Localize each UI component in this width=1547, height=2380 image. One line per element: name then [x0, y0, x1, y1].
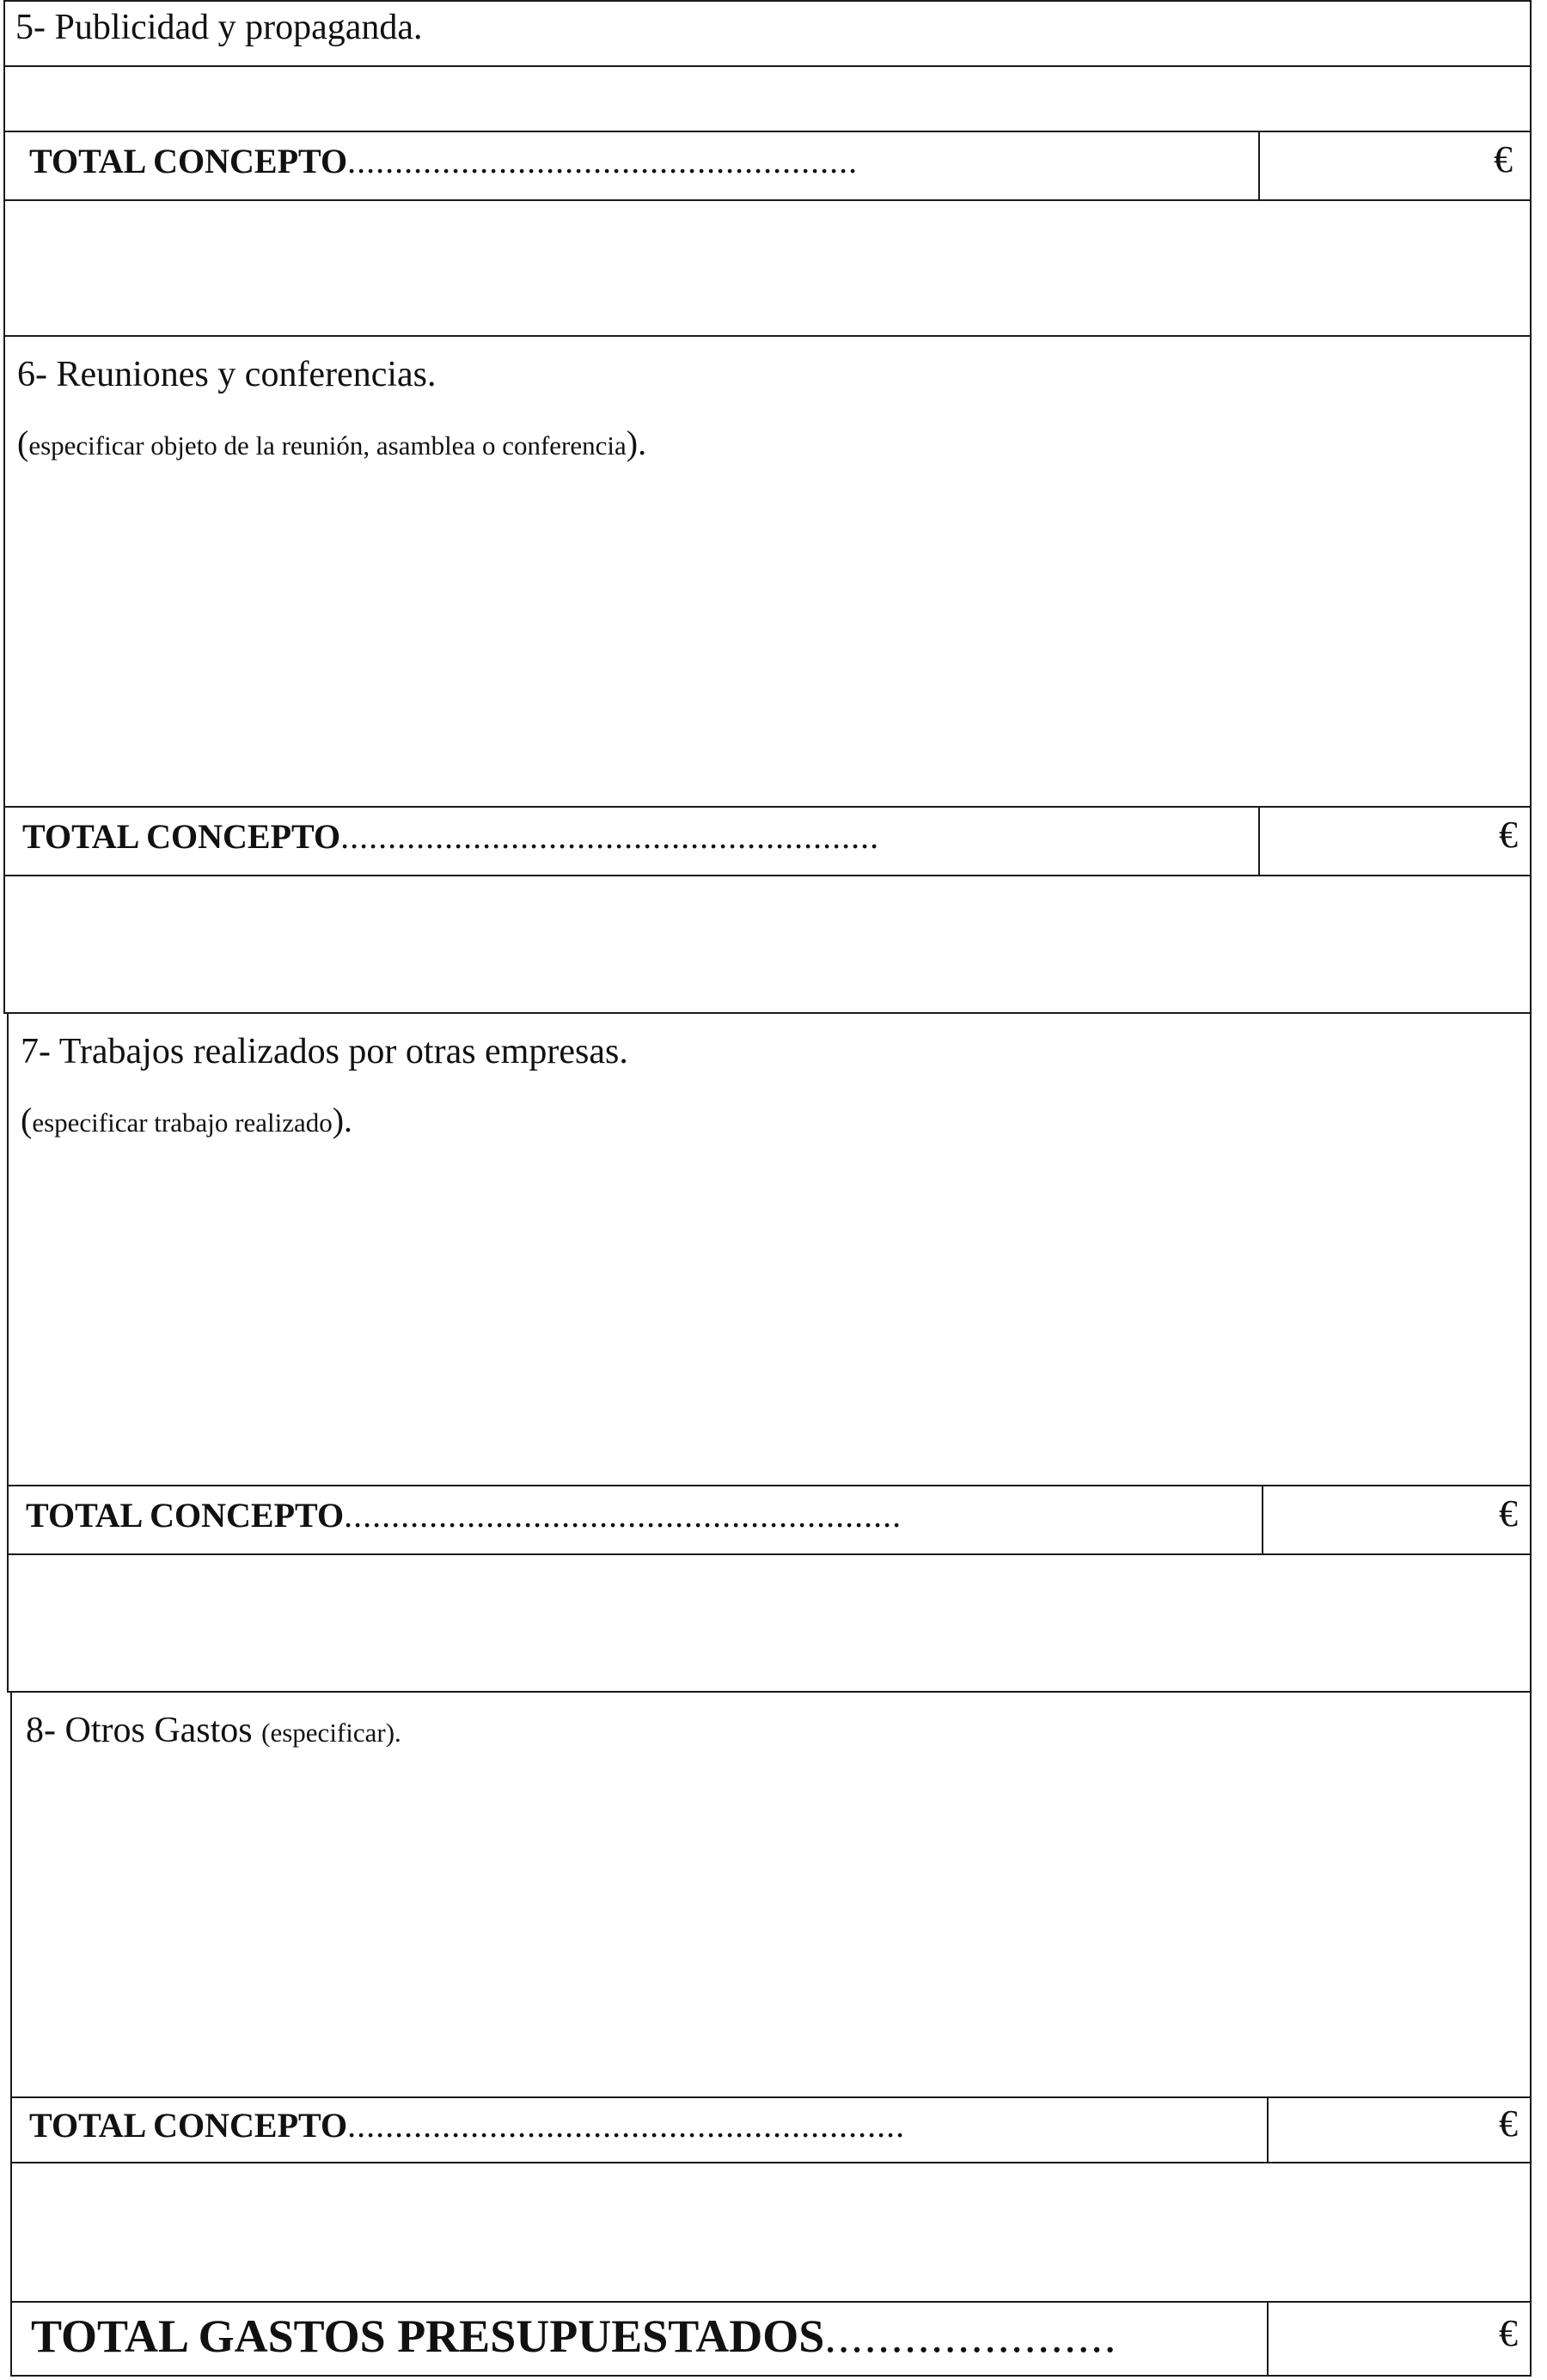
section-7-heading: 7- Trabajos realizados por otras empresas. [21, 1032, 628, 1071]
section-7-currency-sign: € [1499, 1492, 1518, 1535]
section-6-total-label: TOTAL CONCEPTO......................................................... [22, 817, 880, 856]
leader-dots: ......................................................... [340, 817, 880, 856]
grand-total-currency-sign: € [1499, 2312, 1518, 2354]
leader-dots: ........................................................... [347, 2106, 906, 2145]
section-5-total-label: TOTAL CONCEPTO...................................................... [29, 142, 859, 180]
section-8-currency-sign: € [1499, 2102, 1518, 2145]
grand-total-label: TOTAL GASTOS PRESUPUESTADOS...................... [31, 2310, 1118, 2362]
section-8-heading: 8- Otros Gastos (especificar). [26, 1711, 401, 1750]
section-5-entry-row[interactable] [3, 65, 1532, 132]
leader-dots: ...................................................... [347, 142, 859, 180]
section-6-total-amount-cell[interactable] [1258, 806, 1532, 876]
leader-dots: ........................................................... [344, 1496, 902, 1535]
section-6-currency-sign: € [1499, 814, 1518, 856]
grand-total-amount-cell[interactable] [1267, 2301, 1532, 2377]
section-7-total-label: TOTAL CONCEPTO........................................................... [26, 1496, 902, 1535]
section-6-detail-box[interactable] [3, 335, 1532, 808]
section-8-detail-box[interactable] [10, 1691, 1532, 2098]
leader-dots: ...................... [824, 2310, 1118, 2362]
section-7-detail-box[interactable] [7, 1012, 1532, 1486]
section-6-heading: 6- Reuniones y conferencias. [17, 355, 437, 394]
separator-row-3 [7, 1553, 1532, 1693]
separator-row-4 [10, 2162, 1532, 2303]
section-8-total-label: TOTAL CONCEPTO........................................................... [29, 2106, 906, 2145]
section-7-total-amount-cell[interactable] [1262, 1485, 1532, 1555]
separator-row-2 [3, 875, 1532, 1014]
section-6-note: (especificar objeto de la reunión, asamblea o conferencia). [17, 424, 647, 462]
section-7-note: (especificar trabajo realizado). [21, 1101, 353, 1139]
section-5-currency-sign: € [1494, 138, 1513, 180]
section-8-total-amount-cell[interactable] [1267, 2096, 1532, 2163]
separator-row-1 [3, 199, 1532, 337]
section-5-heading: 5- Publicidad y propaganda. [15, 8, 423, 47]
section-5-total-amount-cell[interactable] [1258, 131, 1532, 201]
